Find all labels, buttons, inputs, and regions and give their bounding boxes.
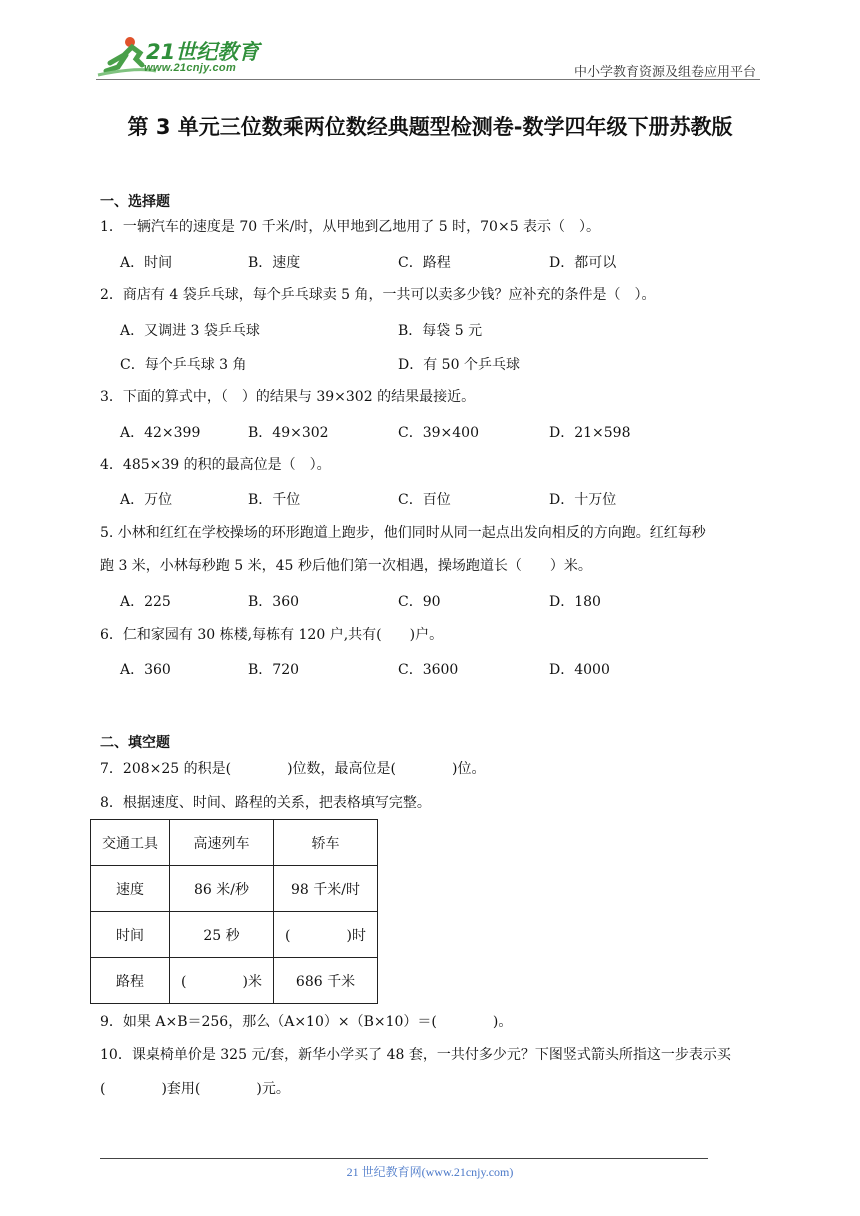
table-cell: 686 千米 (274, 958, 378, 1004)
q2-option-b: B．每袋 5 元 (398, 323, 483, 339)
question-5-line-1: 5. 小林和红红在学校操场的环形跑道上跑步，他们同时从同一起点出发向相反的方向跑。红红每秒 (100, 525, 706, 541)
q3-option-c: C．39×400 (398, 425, 479, 441)
q6-option-b: B．720 (248, 662, 300, 678)
table-row (91, 866, 378, 912)
q2-option-c: C．每个乒乓球 3 角 (120, 357, 247, 373)
speed-time-distance-table (90, 819, 378, 1004)
section-heading-fill: 二、填空题 (100, 735, 170, 751)
question-3: 3．下面的算式中，（ ）的结果与 39×302 的结果最接近。 (100, 389, 476, 405)
q1-option-c: C．路程 (398, 255, 451, 271)
q1-option-b: B．速度 (248, 255, 301, 271)
table-cell: 交通工具 (91, 820, 170, 866)
header-divider (96, 79, 760, 80)
table-cell: ( )米 (170, 958, 274, 1004)
table-row (91, 958, 378, 1004)
table-cell: 轿车 (274, 820, 378, 866)
q2-option-d: D．有 50 个乒乓球 (398, 357, 520, 373)
q1-option-a: A．时间 (120, 255, 173, 271)
table-cell: 速度 (91, 866, 170, 912)
question-4: 4．485×39 的积的最高位是（ ）。 (100, 457, 331, 473)
q6-option-a: A．360 (120, 662, 171, 678)
section-heading-choice: 一、选择题 (100, 194, 170, 210)
question-9: 9．如果 A×B＝256，那么（A×10）×（B×10）＝( )。 (100, 1014, 513, 1030)
table-cell: 98 千米/时 (274, 866, 378, 912)
question-8: 8．根据速度、时间、路程的关系，把表格填写完整。 (100, 795, 431, 811)
q3-option-d: D．21×598 (549, 425, 631, 441)
table-cell: 86 米/秒 (170, 866, 274, 912)
q2-option-a: A．又调进 3 袋乒乓球 (120, 323, 260, 339)
q3-option-a: A．42×399 (120, 425, 201, 441)
table-row (91, 912, 378, 958)
q6-option-c: C．3600 (398, 662, 459, 678)
question-5-line-2: 跑 3 米，小林每秒跑 5 米，45 秒后他们第一次相遇，操场跑道长（ ）米。 (100, 558, 592, 574)
question-7: 7．208×25 的积是( )位数，最高位是( )位。 (100, 761, 486, 777)
q4-option-d: D．十万位 (549, 492, 617, 508)
q5-option-d: D．180 (549, 594, 601, 610)
q1-option-d: D．都可以 (549, 255, 617, 271)
question-2: 2．商店有 4 袋乒乓球，每个乒乓球卖 5 角，一共可以卖多少钱？应补充的条件是（ ）。 (100, 287, 656, 303)
q5-option-b: B．360 (248, 594, 300, 610)
q4-option-a: A．万位 (120, 492, 173, 508)
q5-option-c: C．90 (398, 594, 441, 610)
table-cell: 路程 (91, 958, 170, 1004)
q6-option-d: D．4000 (549, 662, 610, 678)
question-6: 6．仁和家园有 30 栋楼,每栋有 120 户,共有( )户。 (100, 627, 444, 643)
q5-option-a: A．225 (120, 594, 171, 610)
q4-option-b: B．千位 (248, 492, 301, 508)
table-cell: 高速列车 (170, 820, 274, 866)
q3-option-b: B．49×302 (248, 425, 329, 441)
table-cell: ( )时 (274, 912, 378, 958)
q4-option-c: C．百位 (398, 492, 451, 508)
question-1: 1．一辆汽车的速度是 70 千米/时，从甲地到乙地用了 5 时，70×5 表示（ ）。 (100, 219, 601, 235)
footer-link[interactable]: 21 世纪教育网(www.21cnjy.com) (346, 1165, 514, 1179)
logo-url: www.21cnjy.com (144, 62, 237, 74)
footer-divider (100, 1158, 708, 1159)
table-cell: 25 秒 (170, 912, 274, 958)
platform-name: 中小学教育资源及组卷应用平台 (573, 64, 756, 79)
question-10-line-2: ( )套用( )元。 (100, 1081, 290, 1097)
table-row (91, 820, 378, 866)
table-cell: 时间 (91, 912, 170, 958)
logo-text: 21世纪教育 (146, 40, 260, 64)
question-10-line-1: 10．课桌椅单价是 325 元/套，新华小学买了 48 套，一共付多少元？下图竖式箭头所指这一步表示买 (100, 1047, 731, 1063)
page-title: 第 3 单元三位数乘两位数经典题型检测卷-数学四年级下册苏教版 (127, 115, 733, 139)
